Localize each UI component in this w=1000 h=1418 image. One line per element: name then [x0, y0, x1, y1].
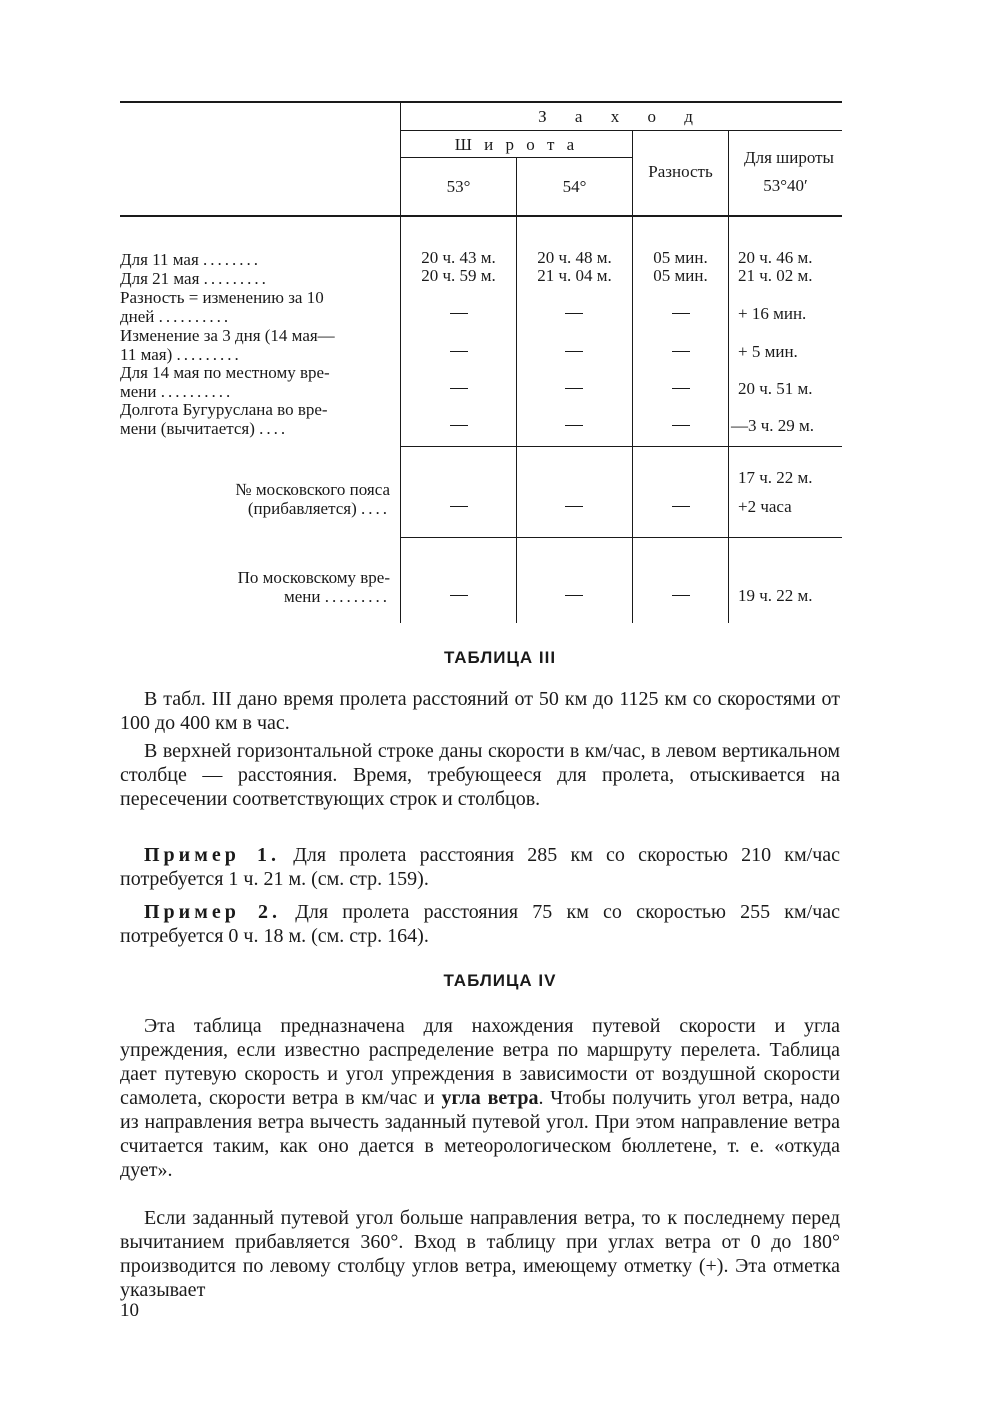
header-raznost: Разность [648, 162, 713, 181]
paragraph: Эта таблица предназначена для нахождения путевой скорости и угла упреждения, если известно распределение ветра по маршруту перелета. Таблица дает путевую скорость и угол упреждения в зависимости от воздушной скорости самолета, скорости ветра в км/час и угла ветра. Чтобы получить угол ветра, надо из направления ветра вычесть заданный путевой угол. При этом направление ветра считается таким, как оно дается в метеорологическом бюллетене, т. е. «откуда дует». [120, 1015, 841, 1181]
paragraph: В верхней горизонтальной строке даны скорости в км/час, в левом вертикальном столбце — расстояния. Время, требующееся для пролета, отыскивается на пересечении соответствующих строк и столбцов. [120, 740, 840, 810]
empty-dash [565, 388, 583, 389]
header-dlya-shiroty-2: 53°40′ [763, 176, 808, 195]
row-label: Долгота Бугуруслана во вре- мени (вычитается) .... [120, 400, 328, 438]
example-lead: Пример 2. [144, 901, 282, 923]
empty-dash [672, 351, 690, 352]
section-rule-1 [401, 446, 842, 447]
cell-53: 20 ч. 43 м. [421, 248, 496, 267]
empty-dash [565, 506, 583, 507]
paragraph: В табл. III дано время пролета расстояний от 50 км до 1125 км со скоростями от 100 до 400 км в час. [120, 688, 840, 734]
example-lead: Пример 1. [144, 844, 281, 866]
cell-diff: 05 мин. [653, 266, 708, 285]
col-divider-diff-res [728, 130, 729, 623]
row-label: Изменение за 3 дня (14 мая— 11 мая) ......... [120, 326, 335, 364]
empty-dash [672, 388, 690, 389]
table-top-rule [120, 101, 842, 103]
section-title-table-iv: ТАБЛИЦА IV [443, 971, 557, 990]
example-paragraph: Пример 1. Для пролета расстояния 285 км со скоростью 210 км/час потребуется 1 ч. 21 м. (см. стр. 159). [120, 844, 841, 890]
header-lat-54: 54° [562, 177, 587, 196]
row-label: По московскому вре- мени ......... [237, 568, 390, 606]
empty-dash [450, 313, 468, 314]
empty-dash [450, 351, 468, 352]
cell-result: 20 ч. 46 м. [738, 248, 813, 267]
cell-54: 20 ч. 48 м. [537, 248, 612, 267]
bold-term: угла ветра [441, 1087, 539, 1109]
col-divider-53-54 [516, 157, 517, 623]
empty-dash [672, 425, 690, 426]
row-label: Разность = изменению за 10 дней .......... [120, 288, 324, 326]
row-label: Для 14 мая по местному вре- мени .......... [120, 363, 330, 401]
cell-result: 21 ч. 02 м. [738, 266, 813, 285]
cell-54: 21 ч. 04 м. [537, 266, 612, 285]
cell-result: —3 ч. 29 м. [731, 416, 815, 435]
empty-dash [450, 388, 468, 389]
empty-dash [672, 506, 690, 507]
empty-dash [450, 506, 468, 507]
cell-result: 17 ч. 22 м. [738, 468, 813, 487]
cell-result: + 5 мин. [738, 342, 798, 361]
cell-result: + 16 мин. [738, 304, 807, 323]
cell-result: +2 часа [738, 497, 792, 516]
col-divider-54-diff [632, 130, 633, 623]
empty-dash [565, 351, 583, 352]
empty-dash [565, 425, 583, 426]
cell-result: 20 ч. 51 м. [738, 379, 813, 398]
empty-dash [450, 595, 468, 596]
empty-dash [450, 425, 468, 426]
header-dlya-shiroty-1: Для широты [744, 148, 834, 167]
empty-dash [672, 595, 690, 596]
section-rule-2 [401, 537, 842, 538]
row-label: Для 11 мая ........ [120, 250, 262, 269]
cell-53: 20 ч. 59 м. [421, 266, 496, 285]
header-shirota: Ш и р о т а [454, 135, 579, 154]
empty-dash [565, 313, 583, 314]
header-zakhod: З а х о д [538, 107, 705, 126]
empty-dash [565, 595, 583, 596]
header-lat-53: 53° [446, 177, 471, 196]
example-paragraph: Пример 2. Для пролета расстояния 75 км со скоростью 255 км/час потребуется 0 ч. 18 м. (см. стр. 164). [120, 901, 841, 947]
empty-dash [672, 313, 690, 314]
header-sub-rule-1 [401, 130, 842, 131]
paragraph: Если заданный путевой угол больше направления ветра, то к последнему перед вычитанием прибавляется 360°. Вход в таблицу при углах ветра от 0 до 180° производится по левому столбцу углов ветра, имеющему отметку (+). Эта отметка указывает [120, 1207, 840, 1301]
row-label: № московского пояса (прибавляется) .... [235, 480, 390, 518]
cell-diff: 05 мин. [653, 248, 708, 267]
page-number: 10 [120, 1300, 139, 1321]
section-title-table-iii: ТАБЛИЦА III [443, 648, 557, 667]
cell-result: 19 ч. 22 м. [738, 586, 813, 605]
row-label: Для 21 мая ......... [120, 269, 269, 288]
header-bottom-rule [120, 215, 842, 217]
